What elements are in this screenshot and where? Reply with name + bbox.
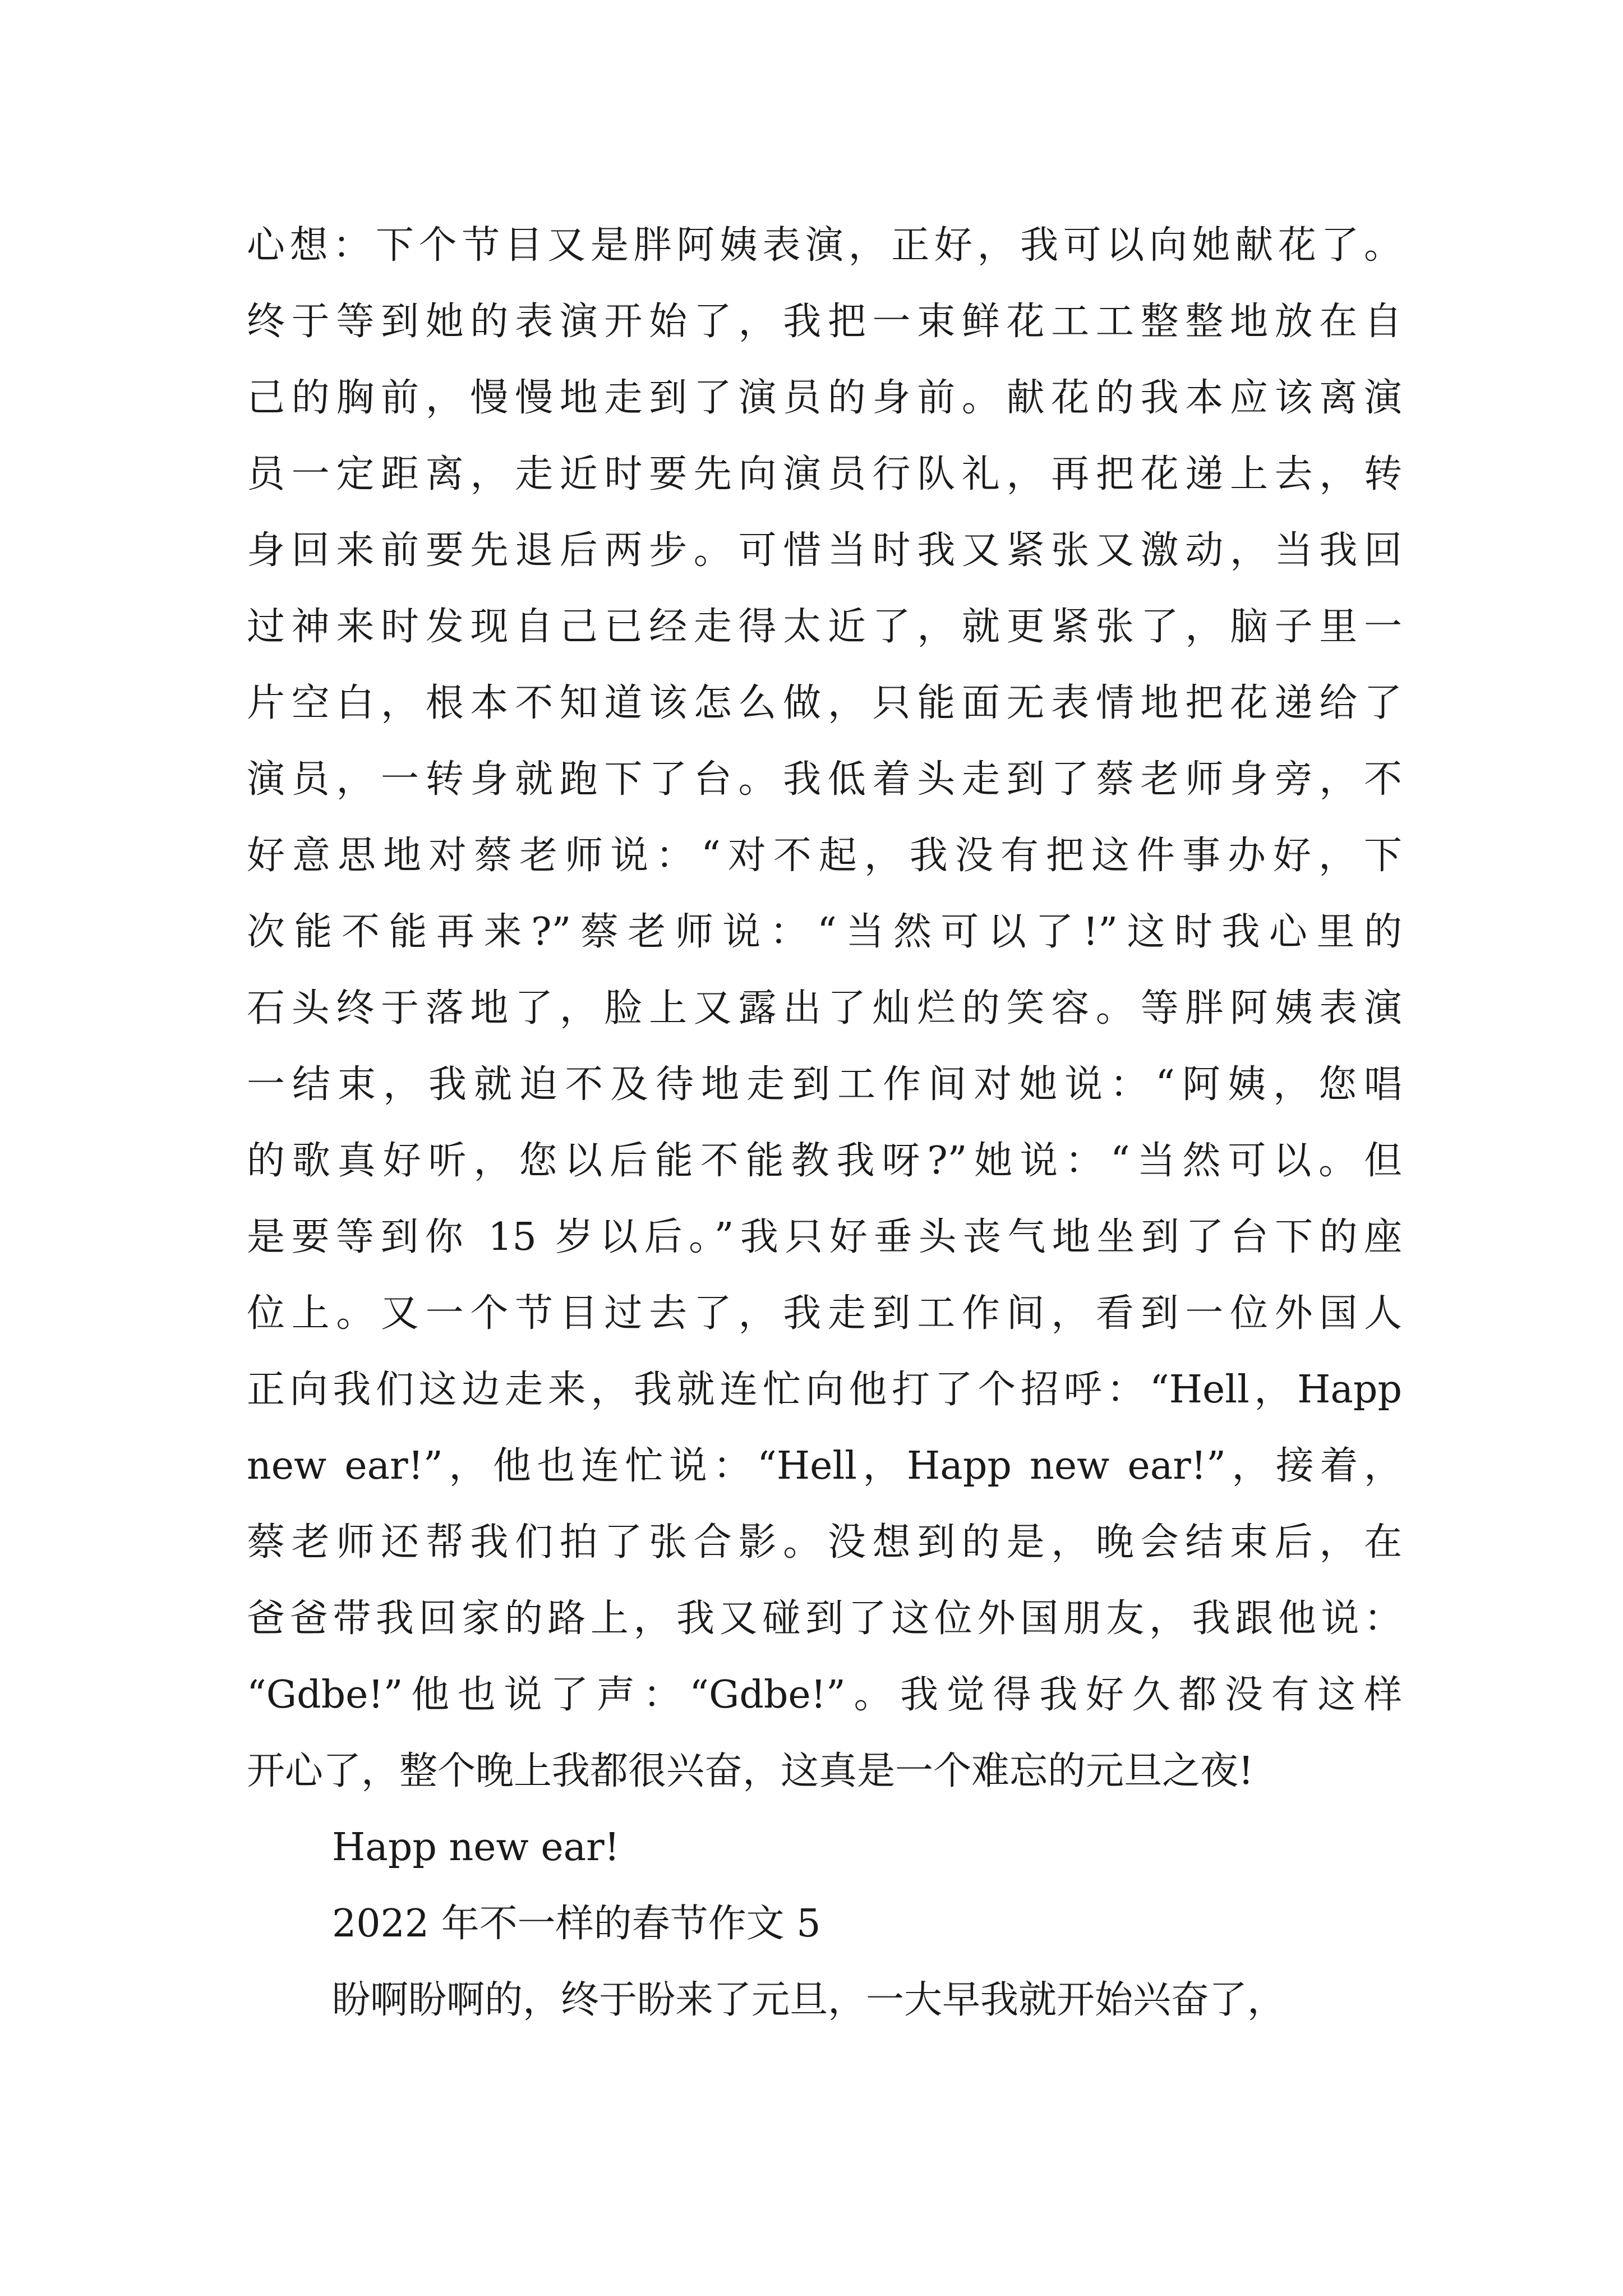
paragraph-line: new ear!”，他也连忙说：“Hell，Happ new ear!”，接着， bbox=[247, 1444, 1402, 1488]
paragraph-line: 开心了，整个晚上我都很兴奋，这真是一个难忘的元旦之夜! bbox=[247, 1749, 1254, 1793]
paragraph-line: 位上。又一个节目过去了，我走到工作间，看到一位外国人 bbox=[247, 1291, 1402, 1336]
paragraph-line: 石头终于落地了，脸上又露出了灿烂的笑容。等胖阿姨表演 bbox=[247, 986, 1402, 1030]
paragraph-line: 的歌真好听，您以后能不能教我呀?”她说：“当然可以。但 bbox=[247, 1139, 1402, 1183]
paragraph-line: 过神来时发现自己已经走得太近了，就更紧张了，脑子里一 bbox=[247, 605, 1402, 649]
paragraph-line: 正向我们这边走来，我就连忙向他打了个招呼：“Hell，Happ bbox=[247, 1368, 1402, 1412]
closing-line: Happ new ear! bbox=[332, 1825, 620, 1870]
paragraph-line: 己的胸前，慢慢地走到了演员的身前。献花的我本应该离演 bbox=[247, 376, 1402, 420]
paragraph-line: 蔡老师还帮我们拍了张合影。没想到的是，晚会结束后，在 bbox=[247, 1520, 1402, 1565]
paragraph-line: 片空白，根本不知道该怎么做，只能面无表情地把花递给了 bbox=[247, 681, 1402, 725]
paragraph-line: 身回来前要先退后两步。可惜当时我又紧张又激动，当我回 bbox=[247, 528, 1402, 573]
article-body bbox=[247, 208, 1402, 2039]
paragraph-line: 是要等到你 15 岁以后。”我只好垂头丧气地坐到了台下的座 bbox=[247, 1215, 1402, 1259]
paragraph-line: “Gdbe!”他也说了声：“Gdbe!”。我觉得我好久都没有这样 bbox=[247, 1673, 1402, 1717]
paragraph-line: 员一定距离，走近时要先向演员行队礼，再把花递上去，转 bbox=[247, 452, 1402, 496]
paragraph-line: 演员，一转身就跑下了台。我低着头走到了蔡老师身旁，不 bbox=[247, 757, 1402, 802]
next-paragraph-line: 盼啊盼啊的，终于盼来了元旦，一大早我就开始兴奋了， bbox=[332, 1978, 1286, 2022]
paragraph-line: 好意思地对蔡老师说：“对不起，我没有把这件事办好，下 bbox=[247, 834, 1402, 878]
paragraph-line: 爸爸带我回家的路上，我又碰到了这位外国朋友，我跟他说： bbox=[247, 1596, 1402, 1641]
paragraph-line: 一结束，我就迫不及待地走到工作间对她说：“阿姨，您唱 bbox=[247, 1062, 1402, 1107]
paragraph-line: 心想：下个节目又是胖阿姨表演，正好，我可以向她献花了。 bbox=[247, 223, 1402, 268]
paragraph-line: 次能不能再来?”蔡老师说：“当然可以了!”这时我心里的 bbox=[247, 910, 1402, 954]
paragraph-line: 终于等到她的表演开始了，我把一束鲜花工工整整地放在自 bbox=[247, 300, 1402, 344]
section-heading: 2022 年不一样的春节作文 5 bbox=[332, 1902, 821, 1946]
